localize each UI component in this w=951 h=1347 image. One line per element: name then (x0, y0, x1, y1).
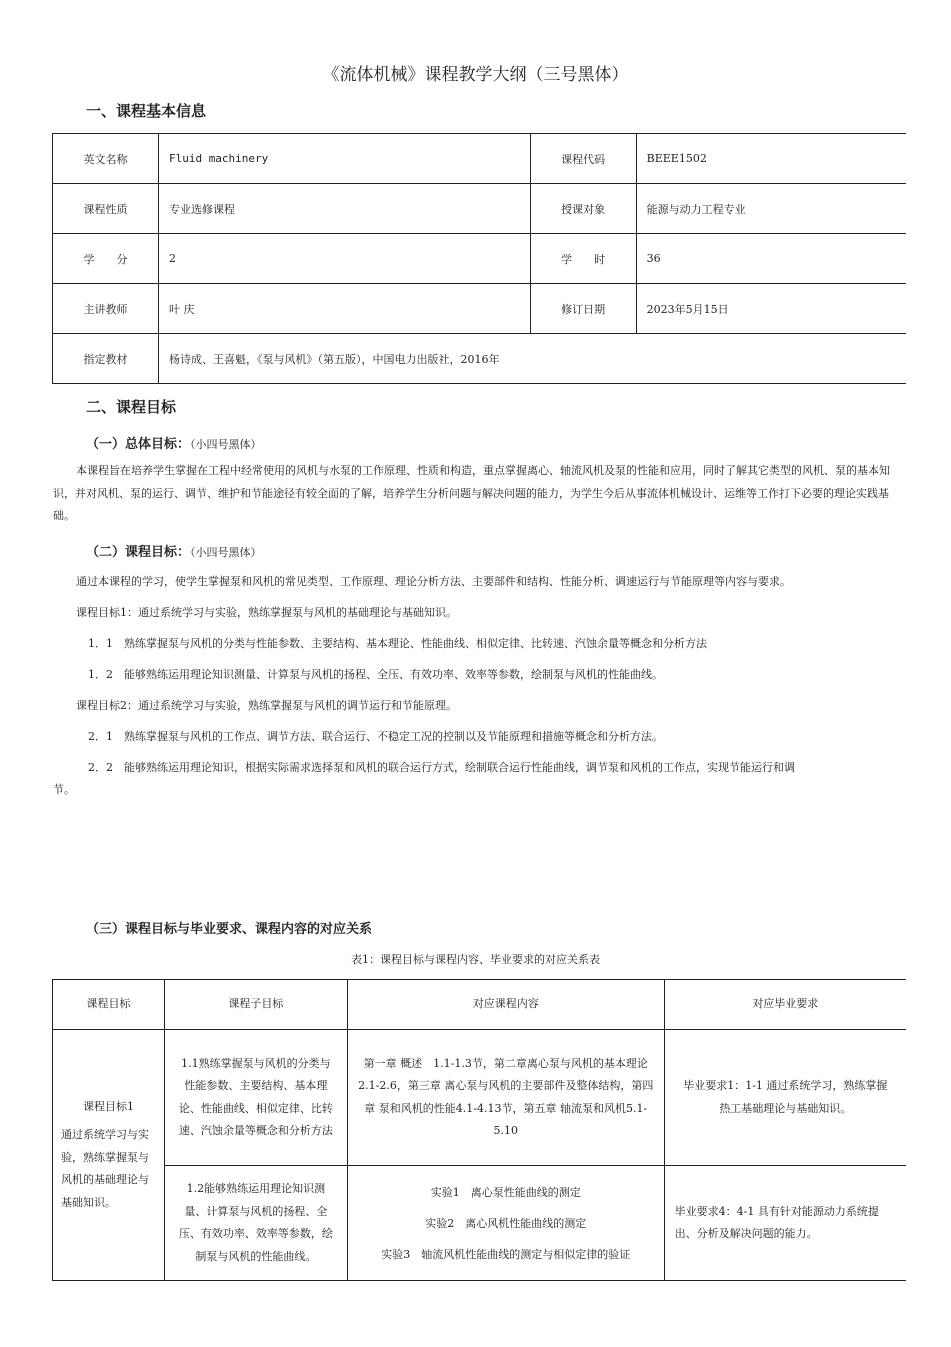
info-label: 指定教材 (53, 334, 159, 384)
goal1-2-text: 1．2 能够熟练运用理论知识测量、计算泵与风机的扬程、全压、有效功率、效率等参数，绘制泵与风机的性能曲线。 (88, 668, 663, 681)
goal-title: 课程目标1 (82, 1099, 134, 1113)
info-value: 36 (636, 234, 906, 284)
course-goal-note: （小四号黑体） (190, 546, 262, 559)
table-row (53, 234, 907, 284)
table-caption: 表1：课程目标与课程内容、毕业要求的对应关系表 (351, 953, 600, 966)
overall-goal-text: 本课程旨在培养学生掌握在工程中经常使用的风机与水泵的工作原理、性质和构造，重点掌握离心、轴流风机及泵的性能和应用，同时了解其它类型的风机、泵的基本知识，并对风机、泵的运行、调节、维护和节能途径有较全面的了解，培养学生分析问题与解决问题的能力，为学生今后从事流体机械设计、运维等工作打下必要的理论实践基础。 (53, 464, 890, 522)
column-header: 课程目标 (53, 980, 165, 1030)
info-label: 修订日期 (530, 284, 636, 334)
overall-goal-label: （一）总体目标： (86, 437, 191, 452)
textbook-value: 杨诗成、王喜魁，《泵与风机》（第五版），中国电力出版社，2016年 (158, 334, 906, 384)
experiment-item: 实验2 离心风机性能曲线的测定 (425, 1216, 587, 1230)
column-header: 对应课程内容 (347, 980, 664, 1030)
info-label: 主讲教师 (53, 284, 159, 334)
info-label: 课程性质 (53, 184, 159, 234)
goal2-text: 课程目标2：通过系统学习与实验，熟练掌握泵与风机的调节运行和节能原理。 (76, 699, 457, 712)
course-goal-label: （二）课程目标： (86, 545, 191, 560)
experiment-item: 实验1 离心泵性能曲线的测定 (430, 1185, 581, 1199)
info-label: 授课对象 (530, 184, 636, 234)
table-row (53, 184, 907, 234)
goal-cell (53, 1030, 165, 1281)
goal2-2-text-cont: 节。 (53, 783, 75, 796)
table-row (53, 134, 907, 184)
goal1-text: 课程目标1：通过系统学习与实验，熟练掌握泵与风机的基础理论与基础知识。 (76, 606, 457, 619)
experiment-cell (347, 1166, 664, 1281)
experiment-item: 实验3 轴流风机性能曲线的测定与相似定律的验证 (381, 1247, 631, 1261)
sub-goal-cell: 1.1熟练掌握泵与风机的分类与性能参数、主要结构、基本理论、性能曲线、相似定律、比转速、汽蚀余量等概念和分析方法 (164, 1030, 347, 1166)
info-value: 专业选修课程 (158, 184, 530, 234)
info-value: 能源与动力工程专业 (636, 184, 906, 234)
info-value: 2023年5月15日 (636, 284, 906, 334)
info-value: BEEE1502 (636, 134, 906, 184)
info-label: 学 时 (530, 234, 636, 284)
section3-heading: （三）课程目标与毕业要求、课程内容的对应关系 (86, 922, 373, 937)
table-row (53, 334, 907, 384)
content-cell: 第一章 概述 1.1-1.3节，第二章离心泵与风机的基本理论 2.1-2.6，第三章 离心泵与风机的主要部件及整体结构，第四章 泵和风机的性能4.1-4.13节，第五章 轴流泵和风机5.1-5.10 (347, 1030, 664, 1166)
column-header: 对应毕业要求 (664, 980, 906, 1030)
course-info-table (52, 133, 906, 384)
overall-goal-note: （小四号黑体） (190, 438, 262, 451)
goal2-2-text: 2．2 能够熟练运用理论知识，根据实际需求选择泵和风机的联合运行方式，绘制联合运行性能曲线，调节泵和风机的工作点，实现节能运行和调 (88, 761, 795, 774)
section2-heading: 二、课程目标 (86, 398, 177, 416)
table-row (53, 284, 907, 334)
column-header: 课程子目标 (164, 980, 347, 1030)
info-label: 英文名称 (53, 134, 159, 184)
course-goal-intro: 通过本课程的学习，使学生掌握泵和风机的常见类型、工作原理、理论分析方法、主要部件和结构、性能分析、调速运行与节能原理等内容与要求。 (76, 575, 791, 588)
goal1-1-text: 1．1 熟练掌握泵与风机的分类与性能参数、主要结构、基本理论、性能曲线、相似定律、比转速、汽蚀余量等概念和分析方法 (88, 637, 707, 650)
info-label: 学 分 (53, 234, 159, 284)
sub-goal-cell: 1.2能够熟练运用理论知识测量、计算泵与风机的扬程、全压、有效功率、效率等参数，绘制泵与风机的性能曲线。 (164, 1166, 347, 1281)
table-header-row (53, 980, 907, 1030)
page-title: 《流体机械》课程教学大纲（三号黑体） (322, 65, 629, 85)
info-label: 课程代码 (530, 134, 636, 184)
info-value: 叶 庆 (158, 284, 530, 334)
table-row (53, 1030, 907, 1166)
requirement-cell: 毕业要求1：1-1 通过系统学习，熟练掌握热工基础理论与基础知识。 (664, 1030, 906, 1166)
info-value: Fluid machinery (158, 134, 530, 184)
course-goal-heading (86, 541, 262, 560)
requirement-cell: 毕业要求4：4-1 具有针对能源动力系统提出、分析及解决问题的能力。 (664, 1166, 906, 1281)
table-row (53, 1166, 907, 1281)
overall-goal-heading (86, 433, 262, 452)
section1-heading: 一、课程基本信息 (86, 102, 207, 120)
goal-mapping-table (52, 979, 906, 1281)
info-value: 2 (158, 234, 530, 284)
goal2-1-text: 2．1 熟练掌握泵与风机的工作点、调节方法、联合运行、不稳定工况的控制以及节能原理和措施等概念和分析方法。 (88, 730, 663, 743)
goal-description: 通过系统学习与实验，熟练掌握泵与风机的基础理论与基础知识。 (61, 1128, 149, 1209)
